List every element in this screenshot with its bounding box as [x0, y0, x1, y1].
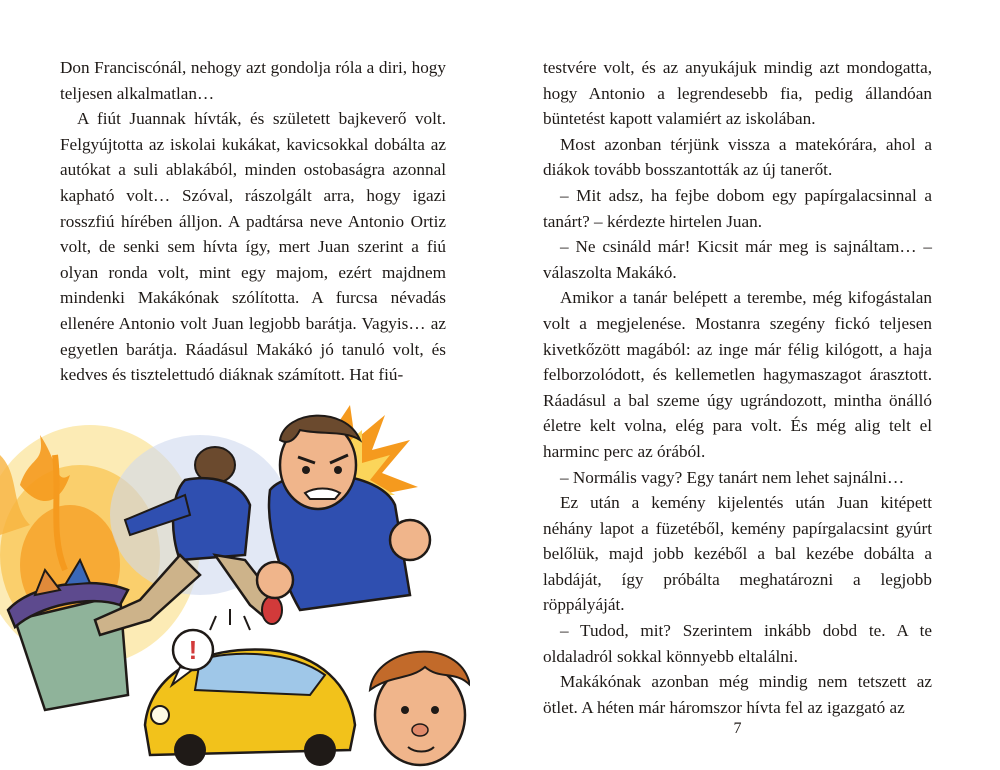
paragraph: Ez után a kemény kijelentés után Juan kitépett néhány lapot a füzetéből, kemény papírgalacsint gyúrt belőlük, majd jobb kezéből a bal kezébe dobálta a labdáját, így próbálta meghatározni a legjobb röppályáját. — [543, 493, 932, 615]
left-text-column — [60, 55, 446, 388]
right-page — [500, 0, 1000, 770]
paragraph: – Mit adsz, ha fejbe dobom egy papírgalacsinnal a tanárt? – kérdezte hirtelen Juan. — [543, 185, 932, 231]
paragraph: testvére volt, és az anyukájuk mindig azt mondogatta, hogy Antonio a legrendesebb fia, pedig állandóan büntetést kapott valamiért az iskolában. — [543, 58, 932, 129]
paragraph: – Tudod, mit? Szerintem inkább dobd te. A te oldaladról sokkal könnyebb eltalálni. — [543, 621, 932, 666]
paragraph: Makákónak azonban még mindig nem tetszett az ötlet. A héten már háromszor hívta fel az igazgató az — [543, 672, 932, 717]
illustration — [0, 395, 470, 770]
exclamation-mark: ! — [188, 635, 198, 665]
boy-face — [370, 652, 470, 765]
paragraph: – Ne csináld már! Kicsit már meg is sajnáltam… – válaszolta Makákó. — [543, 237, 932, 282]
paragraph: Most azonban térjünk vissza a matekórára, ahol a diákok tovább bosszantották az új tanerőt. — [543, 134, 932, 180]
paragraph: – Normális vagy? Egy tanárt nem lehet sajnálni… — [560, 467, 905, 487]
paragraph: Don Franciscónál, nehogy azt gondolja róla a diri, hogy teljesen alkalmatlan… — [60, 58, 446, 103]
paragraph: A fiút Juannak hívták, és született bajkeverő volt. Felgyújtotta az iskolai kukákat, kavicsokkal dobálta az autókat a suli ablakából, minden ostobaságra azonnal kapható volt… Szóval, rászolgált arra, hogy igazi rosszfiú hírében álljon. A padtársa neve Antonio Ortiz volt, de senki sem hívta így, mert Juan szerint a fiú olyan ronda volt, mint egy majom, ezért majdnem mindenki Makákónak szólította. A furcsa névadás ellenére Antonio volt Juan legjobb barátja. Vagyis… az egyetlen barátja. Ráadásul Makákó jó tanuló volt, és kedves és tisztelettudó diáknak számított. Hat fiú- — [60, 109, 446, 385]
page-number: 7 — [733, 720, 742, 737]
right-text-column — [543, 55, 932, 720]
yellow-car — [145, 609, 355, 766]
paragraph: Amikor a tanár belépett a terembe, még kifogástalan volt a megjelenése. Mostanra szegény fickó teljesen kivetkőzött magából: az inge már félig kilógott, a haja felborzolódott, és kellemetlen hagymaszagot árasztott. Ráadásul a bal szeme úgy ugrándozott, mintha önálló életre kelt volna, elég para volt. És még alig telt el harminc perc az órából. — [543, 288, 932, 461]
